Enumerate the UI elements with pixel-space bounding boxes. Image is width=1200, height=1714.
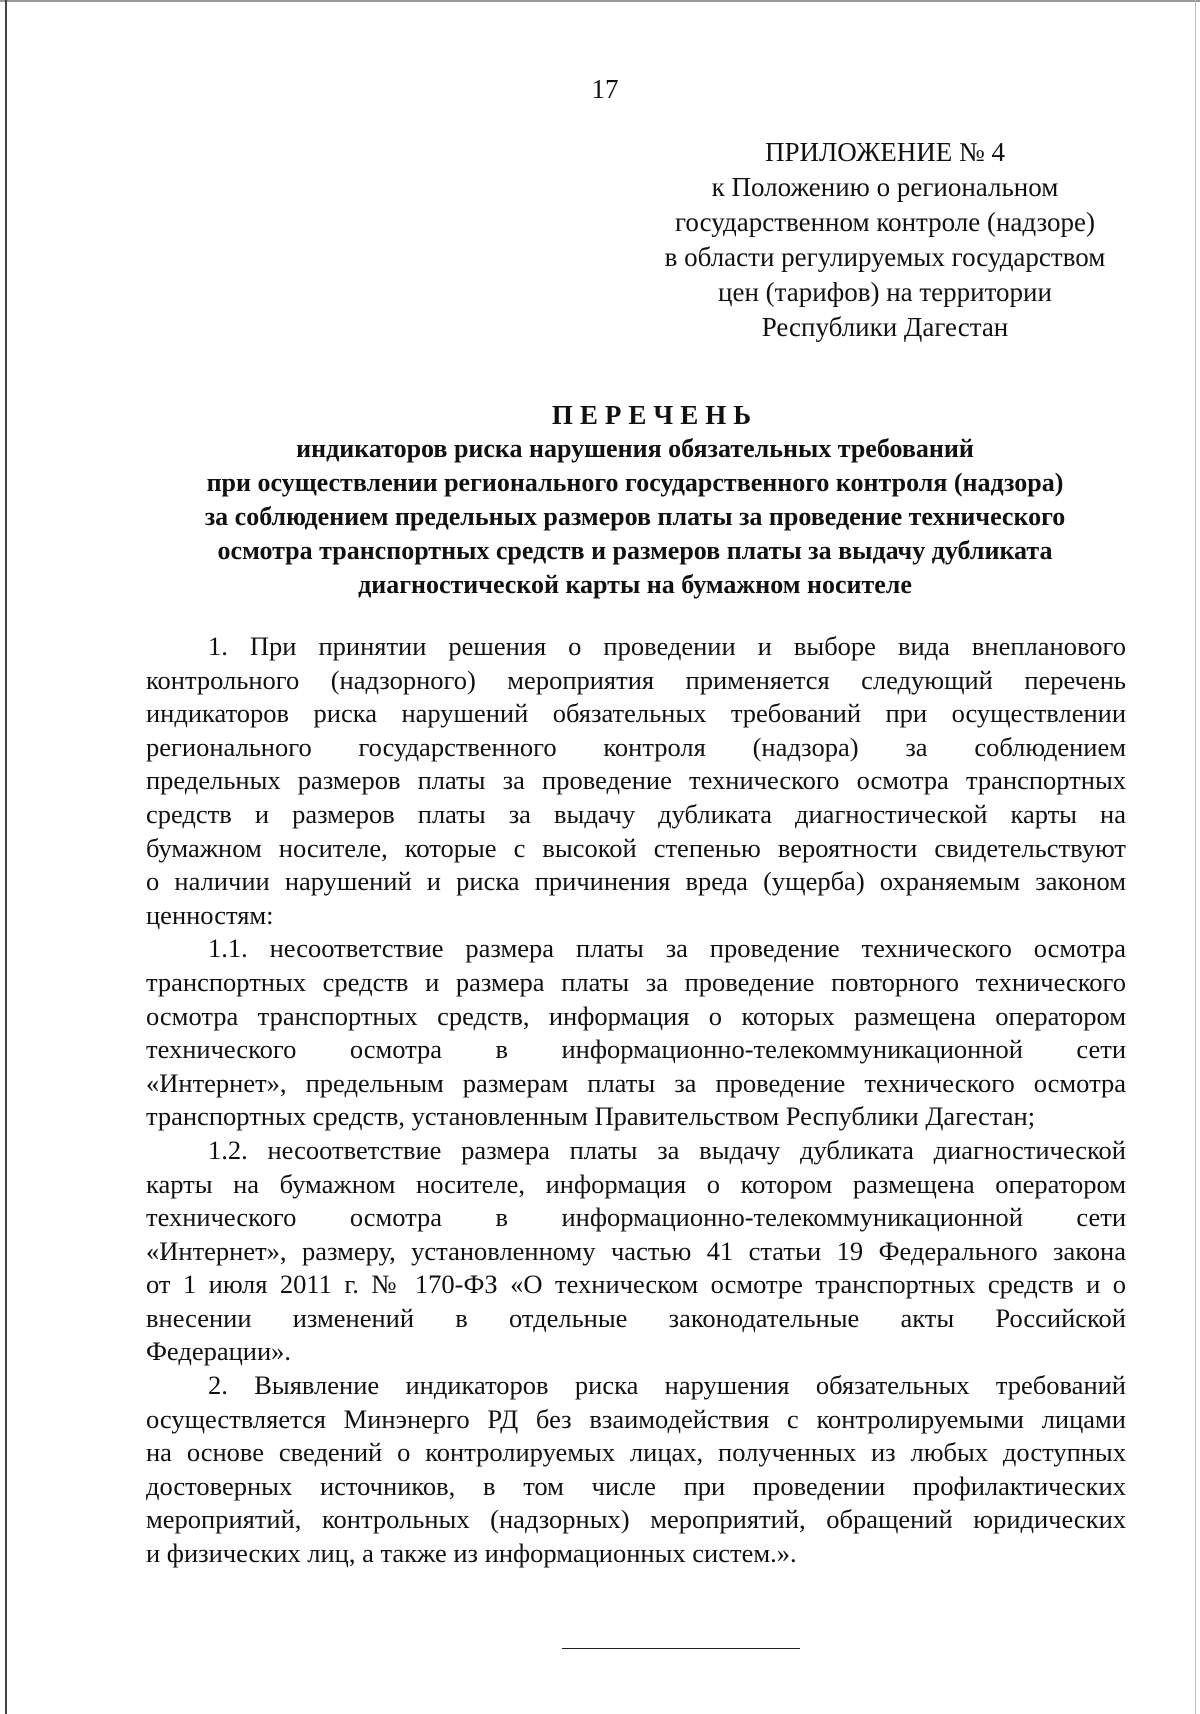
body-line: предельных размеров платы за проведение технического осмотра транспортных	[146, 765, 1126, 796]
body-line: «Интернет», размеру, установленному частью 41 статьи 19 Федерального закона	[146, 1235, 1126, 1266]
body-line: ценностям:	[146, 899, 274, 930]
paragraph-1	[146, 630, 1126, 932]
body-line: транспортных средств, установленным Правительством Республики Дагестан;	[146, 1101, 1036, 1132]
body-line: достоверных источников, в том числе при проведении профилактических	[146, 1470, 1126, 1501]
title-line: при осуществлении регионального государственного контроля (надзора)	[206, 468, 1064, 497]
scan-edge-right	[1195, 0, 1196, 1714]
appendix-line: к Положению о региональном	[711, 172, 1059, 202]
title-line: диагностической карты на бумажном носителе	[358, 570, 912, 599]
body-line: технического осмотра в информационно-телекоммуникационной сети	[146, 1202, 1126, 1233]
appendix-line: государственном контроле (надзоре)	[675, 207, 1095, 237]
body-line: индикаторов риска нарушений обязательных требований при осуществлении	[146, 698, 1126, 729]
appendix-line: ПРИЛОЖЕНИЕ № 4	[764, 137, 1006, 167]
body-line: контрольного (надзорного) мероприятия применяется следующий перечень	[146, 664, 1126, 695]
body-line: 1. При принятии решения о проведении и выборе вида внепланового	[208, 631, 1126, 661]
body-line: 2. Выявление индикаторов риска нарушения обязательных требований	[208, 1370, 1126, 1401]
appendix-line: в области регулируемых государством	[664, 242, 1106, 272]
body-line: осмотра транспортных средств, информация о которых размещена оператором	[146, 1000, 1126, 1031]
body-line: «Интернет», предельным размерам платы за проведение технического осмотра	[146, 1067, 1126, 1098]
body-line: и физических лиц, а также из информационных систем.».	[146, 1538, 797, 1569]
body-line: о наличии нарушений и риска причинения вреда (ущерба) охраняемым законом	[146, 866, 1126, 897]
body-line: регионального государственного контроля (надзора) за соблюдением	[146, 731, 1126, 762]
appendix-line: цен (тарифов) на территории	[718, 277, 1052, 307]
scan-edge-top	[0, 0, 1200, 2]
paragraph-1-1	[146, 932, 1126, 1134]
body-line: транспортных средств и размера платы за проведение повторного технического	[146, 966, 1126, 997]
body-line: осуществляется Минэнерго РД без взаимодействия с контролируемыми лицами	[146, 1403, 1126, 1434]
body-line: технического осмотра в информационно-телекоммуникационной сети	[146, 1034, 1126, 1065]
body-line: от 1 июля 2011 г. № 170-ФЗ «О техническом осмотре транспортных средств и о	[146, 1269, 1126, 1300]
title-line: осмотра транспортных средств и размеров платы за выдачу дубликата	[217, 536, 1053, 565]
scan-edge-left	[5, 0, 7, 1714]
body-line: Федерации».	[146, 1336, 292, 1367]
body-line: на основе сведений о контролируемых лицах, полученных из любых доступных	[146, 1437, 1126, 1468]
title-heading: ПЕРЕЧЕНЬ	[551, 400, 759, 430]
appendix-header	[615, 135, 1155, 345]
body-line: карты на бумажном носителе, информация о котором размещена оператором	[146, 1168, 1126, 1199]
document-title	[130, 398, 1140, 602]
body-line: внесении изменений в отдельные законодательные акты Российской	[146, 1302, 1126, 1333]
body-line: мероприятий, контрольных (надзорных) мероприятий, обращений юридических	[146, 1504, 1126, 1535]
page-number: 17	[591, 74, 619, 104]
document-body	[146, 630, 1126, 1571]
end-rule-divider	[562, 1648, 800, 1649]
body-line: бумажном носителе, которые с высокой степенью вероятности свидетельствуют	[146, 832, 1126, 863]
body-line: 1.2. несоответствие размера платы за выдачу дубликата диагностической	[208, 1134, 1126, 1165]
title-line: за соблюдением предельных размеров платы за проведение технического	[204, 502, 1066, 531]
paragraph-2	[146, 1369, 1126, 1571]
appendix-line: Республики Дагестан	[761, 312, 1009, 342]
paragraph-1-2	[146, 1134, 1126, 1369]
body-line: 1.1. несоответствие размера платы за проведение технического осмотра	[208, 933, 1126, 964]
body-line: средств и размеров платы за выдачу дубликата диагностической карты на	[146, 798, 1126, 829]
title-line: индикаторов риска нарушения обязательных требований	[296, 434, 974, 463]
